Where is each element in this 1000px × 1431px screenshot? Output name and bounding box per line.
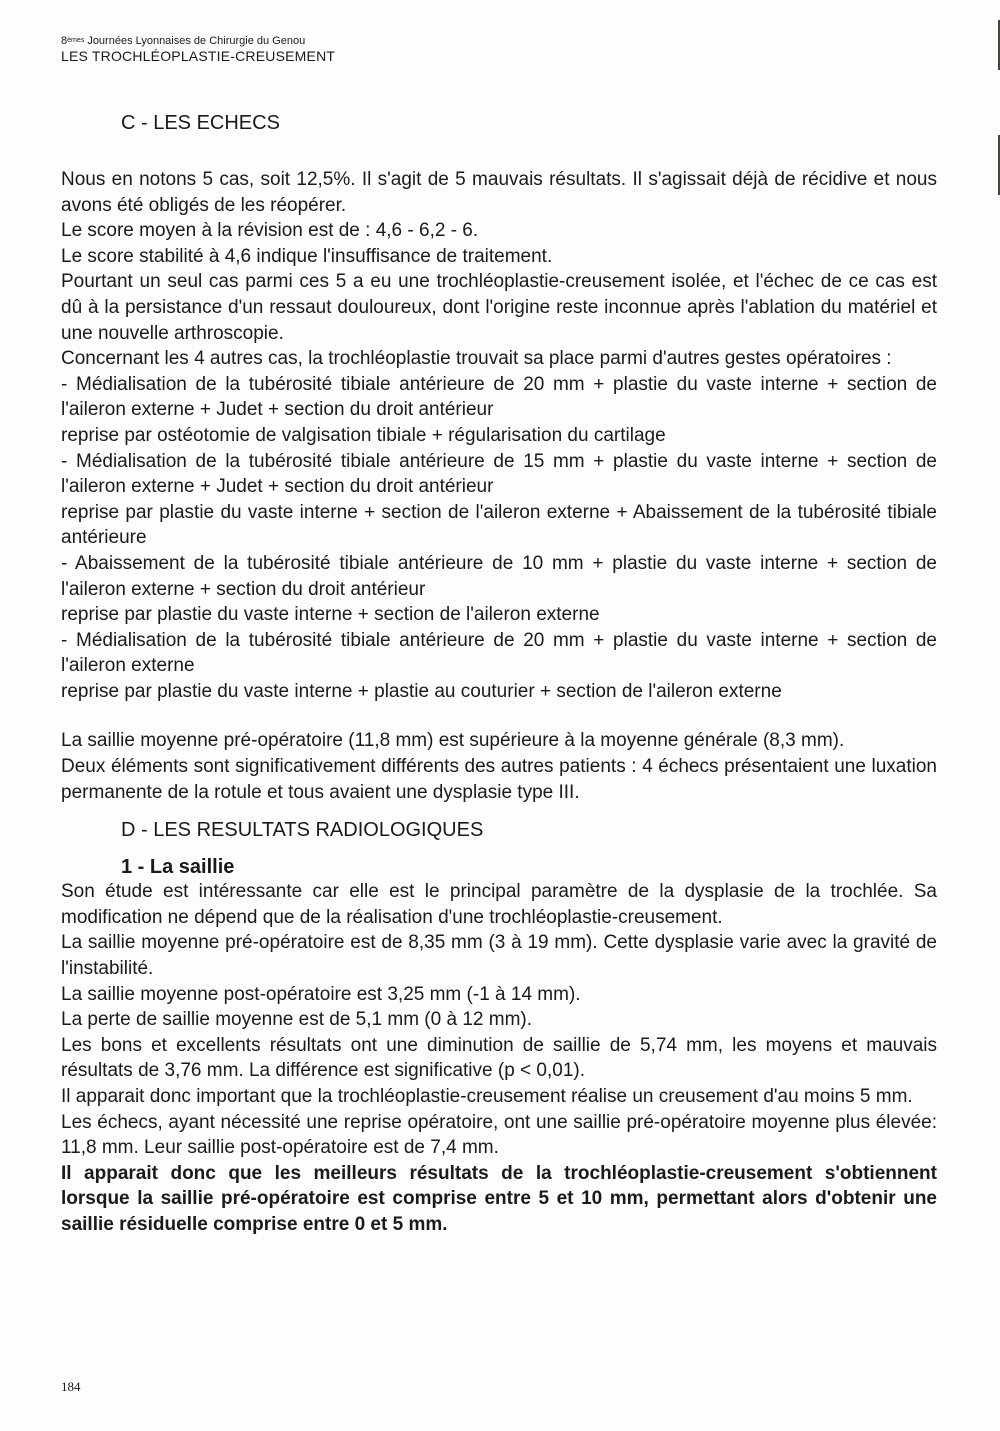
series-ordinal: èmes xyxy=(67,37,85,44)
list-item: - Médialisation de la tubérosité tibiale antérieure de 20 mm + plastie du vaste interne + section de l'aileron externe xyxy=(61,629,937,677)
list-item: - Médialisation de la tubérosité tibiale antérieure de 15 mm + plastie du vaste interne + section de l'aileron externe + Judet + section du droit antérieur xyxy=(61,450,937,498)
page-body xyxy=(61,110,937,1238)
page-number: 184 xyxy=(61,1379,81,1394)
section-d-heading: D - LES RESULTATS RADIOLOGIQUES xyxy=(121,819,484,842)
chapter-title: LES TROCHLÉOPLASTIE-CREUSEMENT xyxy=(61,48,336,64)
paragraph: Nous en notons 5 cas, soit 12,5%. Il s'agit de 5 mauvais résultats. Il s'agissait déjà de récidive et nous avons été obligés de les réopérer. xyxy=(61,169,937,216)
paragraph: Concernant les 4 autres cas, la trochléoplastie trouvait sa place parmi d'autres gestes opératoires : xyxy=(61,348,892,370)
list-item-revision: reprise par plastie du vaste interne + plastie au couturier + section de l'aileron externe xyxy=(61,680,782,702)
paragraph: Les bons et excellents résultats ont une diminution de saillie de 5,74 mm, les moyens et mauvais résultats de 3,76 mm. La différence est significative (p < 0,01). xyxy=(61,1034,937,1082)
list-item-revision: reprise par ostéotomie de valgisation tibiale + régularisation du cartilage xyxy=(61,424,666,446)
paragraph: La saillie moyenne post-opératoire est 3,25 mm (-1 à 14 mm). xyxy=(61,983,581,1005)
paragraph: La perte de saillie moyenne est de 5,1 mm (0 à 12 mm). xyxy=(61,1009,533,1031)
list-item: - Médialisation de la tubérosité tibiale antérieure de 20 mm + plastie du vaste interne + section de l'aileron externe + Judet + section du droit antérieur xyxy=(61,373,937,421)
paragraph: Les échecs, ayant nécessité une reprise opératoire, ont une saillie pré-opératoire moyenne plus élevée: 11,8 mm. Leur saillie post-opératoire est de 7,4 mm. xyxy=(61,1111,937,1159)
series-text: Journées Lyonnaises de Chirurgie du Genou xyxy=(87,35,306,47)
paragraph: Le score stabilité à 4,6 indique l'insuffisance de traitement. xyxy=(61,245,553,267)
section-c-heading: C - LES ECHECS xyxy=(121,112,280,134)
paragraph: Le score moyen à la révision est de : 4,6 - 6,2 - 6. xyxy=(61,220,479,242)
conclusion-paragraph: Il apparait donc que les meilleurs résultats de la trochléoplastie-creusement s'obtiennent lorsque la saillie pré-opératoire est comprise entre 5 et 10 mm, permettant alors d'obtenir une saillie résiduelle comprise entre 0 et 5 mm. xyxy=(61,1162,937,1235)
conference-series xyxy=(61,34,335,48)
running-header xyxy=(61,34,335,65)
paragraph: Il apparait donc important que la trochléoplastie-creusement réalise un creusement d'au moins 5 mm. xyxy=(61,1086,913,1107)
list-item-revision: reprise par plastie du vaste interne + section de l'aileron externe + Abaissement de la tubérosité tibiale antérieure xyxy=(61,501,937,549)
series-number: 8 xyxy=(61,35,68,47)
subsection-heading: 1 - La saillie xyxy=(121,856,235,879)
list-item-revision: reprise par plastie du vaste interne + section de l'aileron externe xyxy=(61,604,600,626)
paragraph: La saillie moyenne pré-opératoire est de 8,35 mm (3 à 19 mm). Cette dysplasie varie avec la gravité de l'instabilité. xyxy=(61,932,937,980)
paragraph: Deux éléments sont significativement différents des autres patients : 4 échecs présentaient une luxation permanente de la rotule et tous avaient une dysplasie type III. xyxy=(61,756,937,803)
paragraph: Son étude est intéressante car elle est le principal paramètre de la dysplasie de la trochlée. Sa modification ne dépend que de la réalisation d'une trochléoplastie-creusement. xyxy=(61,881,937,928)
paragraph: La saillie moyenne pré-opératoire (11,8 mm) est supérieure à la moyenne générale (8,3 mm). xyxy=(61,730,845,752)
paragraph: Pourtant un seul cas parmi ces 5 a eu une trochléoplastie-creusement isolée, et l'échec de ce cas est dû à la persistance d'un ressaut douloureux, dont l'origine reste inconnue après l'ablation du matériel et une nouvelle arthroscopie. xyxy=(61,271,937,344)
list-item: - Abaissement de la tubérosité tibiale antérieure de 10 mm + plastie du vaste interne + section de l'aileron externe + section du droit antérieur xyxy=(61,552,937,600)
